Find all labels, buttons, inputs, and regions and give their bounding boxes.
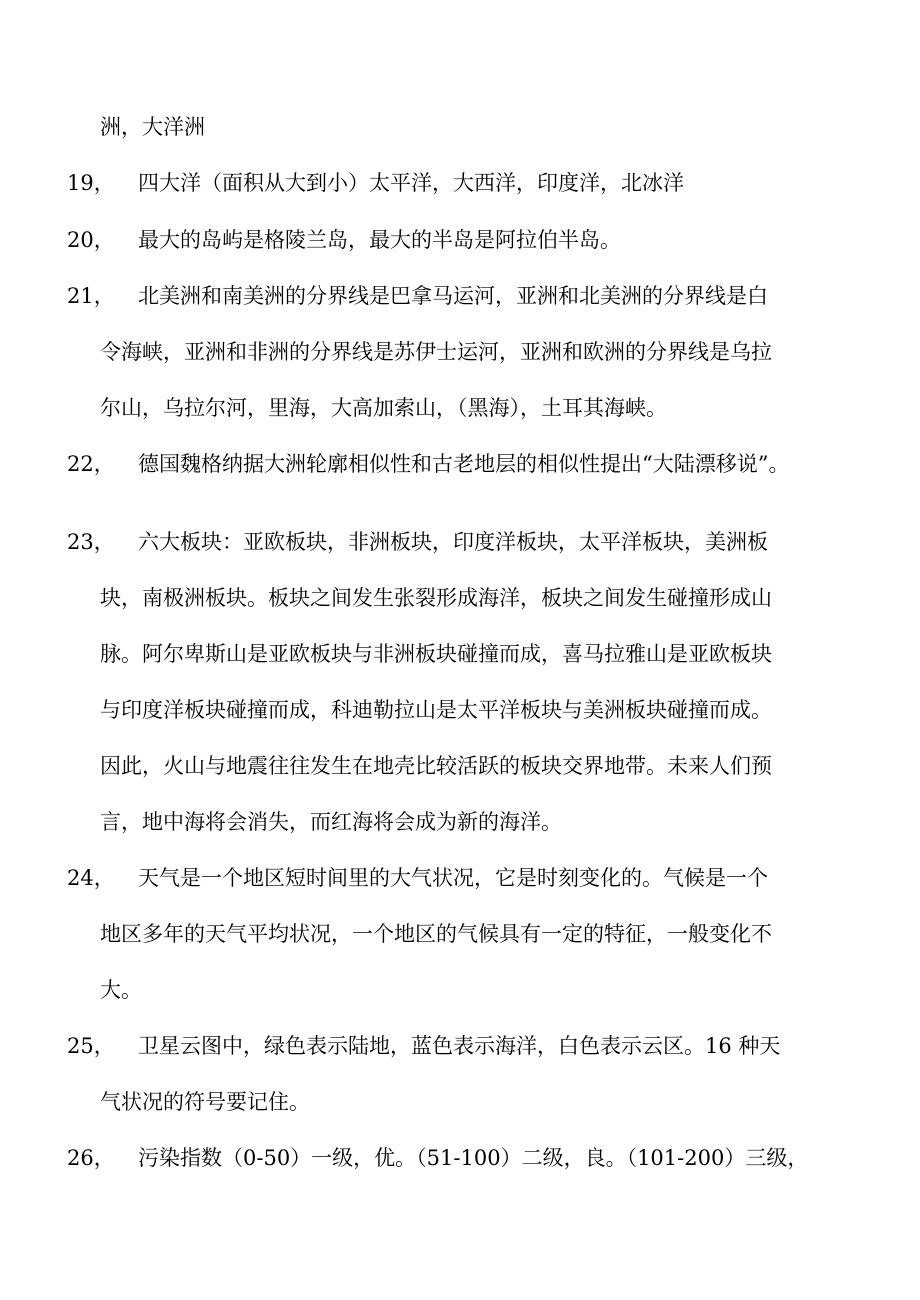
paragraph-text: 四大洋（面积从大到小）太平洋，大西洋，印度洋，北冰洋	[138, 171, 684, 195]
item-number: 26，	[67, 1146, 115, 1170]
paragraph-text: 大。	[100, 978, 142, 1002]
item-number: 25，	[67, 1034, 115, 1058]
paragraph-text: 天气是一个地区短时间里的大气状况，它是时刻变化的。气候是一个	[138, 866, 768, 890]
paragraph-text: 地区多年的天气平均状况，一个地区的气候具有一定的特征，一般变化不	[100, 922, 772, 946]
paragraph-text: 气状况的符号要记住。	[100, 1090, 310, 1114]
paragraph-text: 六大板块：亚欧板块，非洲板块，印度洋板块，太平洋板块，美洲板	[138, 530, 768, 554]
item-number: 23，	[67, 530, 115, 554]
paragraph-text: 北美洲和南美洲的分界线是巴拿马运河，亚洲和北美洲的分界线是白	[138, 284, 768, 308]
item-number: 21，	[67, 284, 115, 308]
paragraph-text: 卫星云图中，绿色表示陆地，蓝色表示海洋，白色表示云区。16 种天	[138, 1034, 781, 1058]
paragraph-text: 污染指数（0-50）一级，优。（51-100）二级，良。（101-200）三级，	[138, 1146, 809, 1170]
paragraph-text: 言，地中海将会消失，而红海将会成为新的海洋。	[100, 810, 562, 834]
paragraph-text: 洲，大洋洲	[100, 115, 205, 139]
item-number: 19，	[67, 171, 115, 195]
item-number: 22，	[67, 452, 115, 476]
paragraph-text: 尔山，乌拉尔河，里海，大高加索山，（黑海），土耳其海峡。	[100, 396, 667, 420]
paragraph-text: 因此，火山与地震往往发生在地壳比较活跃的板块交界地带。未来人们预	[100, 754, 772, 778]
paragraph-text: 最大的岛屿是格陵兰岛，最大的半岛是阿拉伯半岛。	[138, 228, 621, 252]
paragraph-text: 德国魏格纳据大洲轮廓相似性和古老地层的相似性提出“大陆漂移说”。	[138, 452, 790, 476]
item-number: 24，	[67, 866, 115, 890]
paragraph-text: 脉。阿尔卑斯山是亚欧板块与非洲板块碰撞而成，喜马拉雅山是亚欧板块	[100, 642, 772, 666]
paragraph-text: 块，南极洲板块。板块之间发生张裂形成海洋，板块之间发生碰撞形成山	[100, 586, 772, 610]
item-number: 20，	[67, 228, 115, 252]
paragraph-text: 与印度洋板块碰撞而成，科迪勒拉山是太平洋板块与美洲板块碰撞而成。	[100, 698, 772, 722]
paragraph-text: 令海峡，亚洲和非洲的分界线是苏伊士运河，亚洲和欧洲的分界线是乌拉	[100, 340, 772, 364]
